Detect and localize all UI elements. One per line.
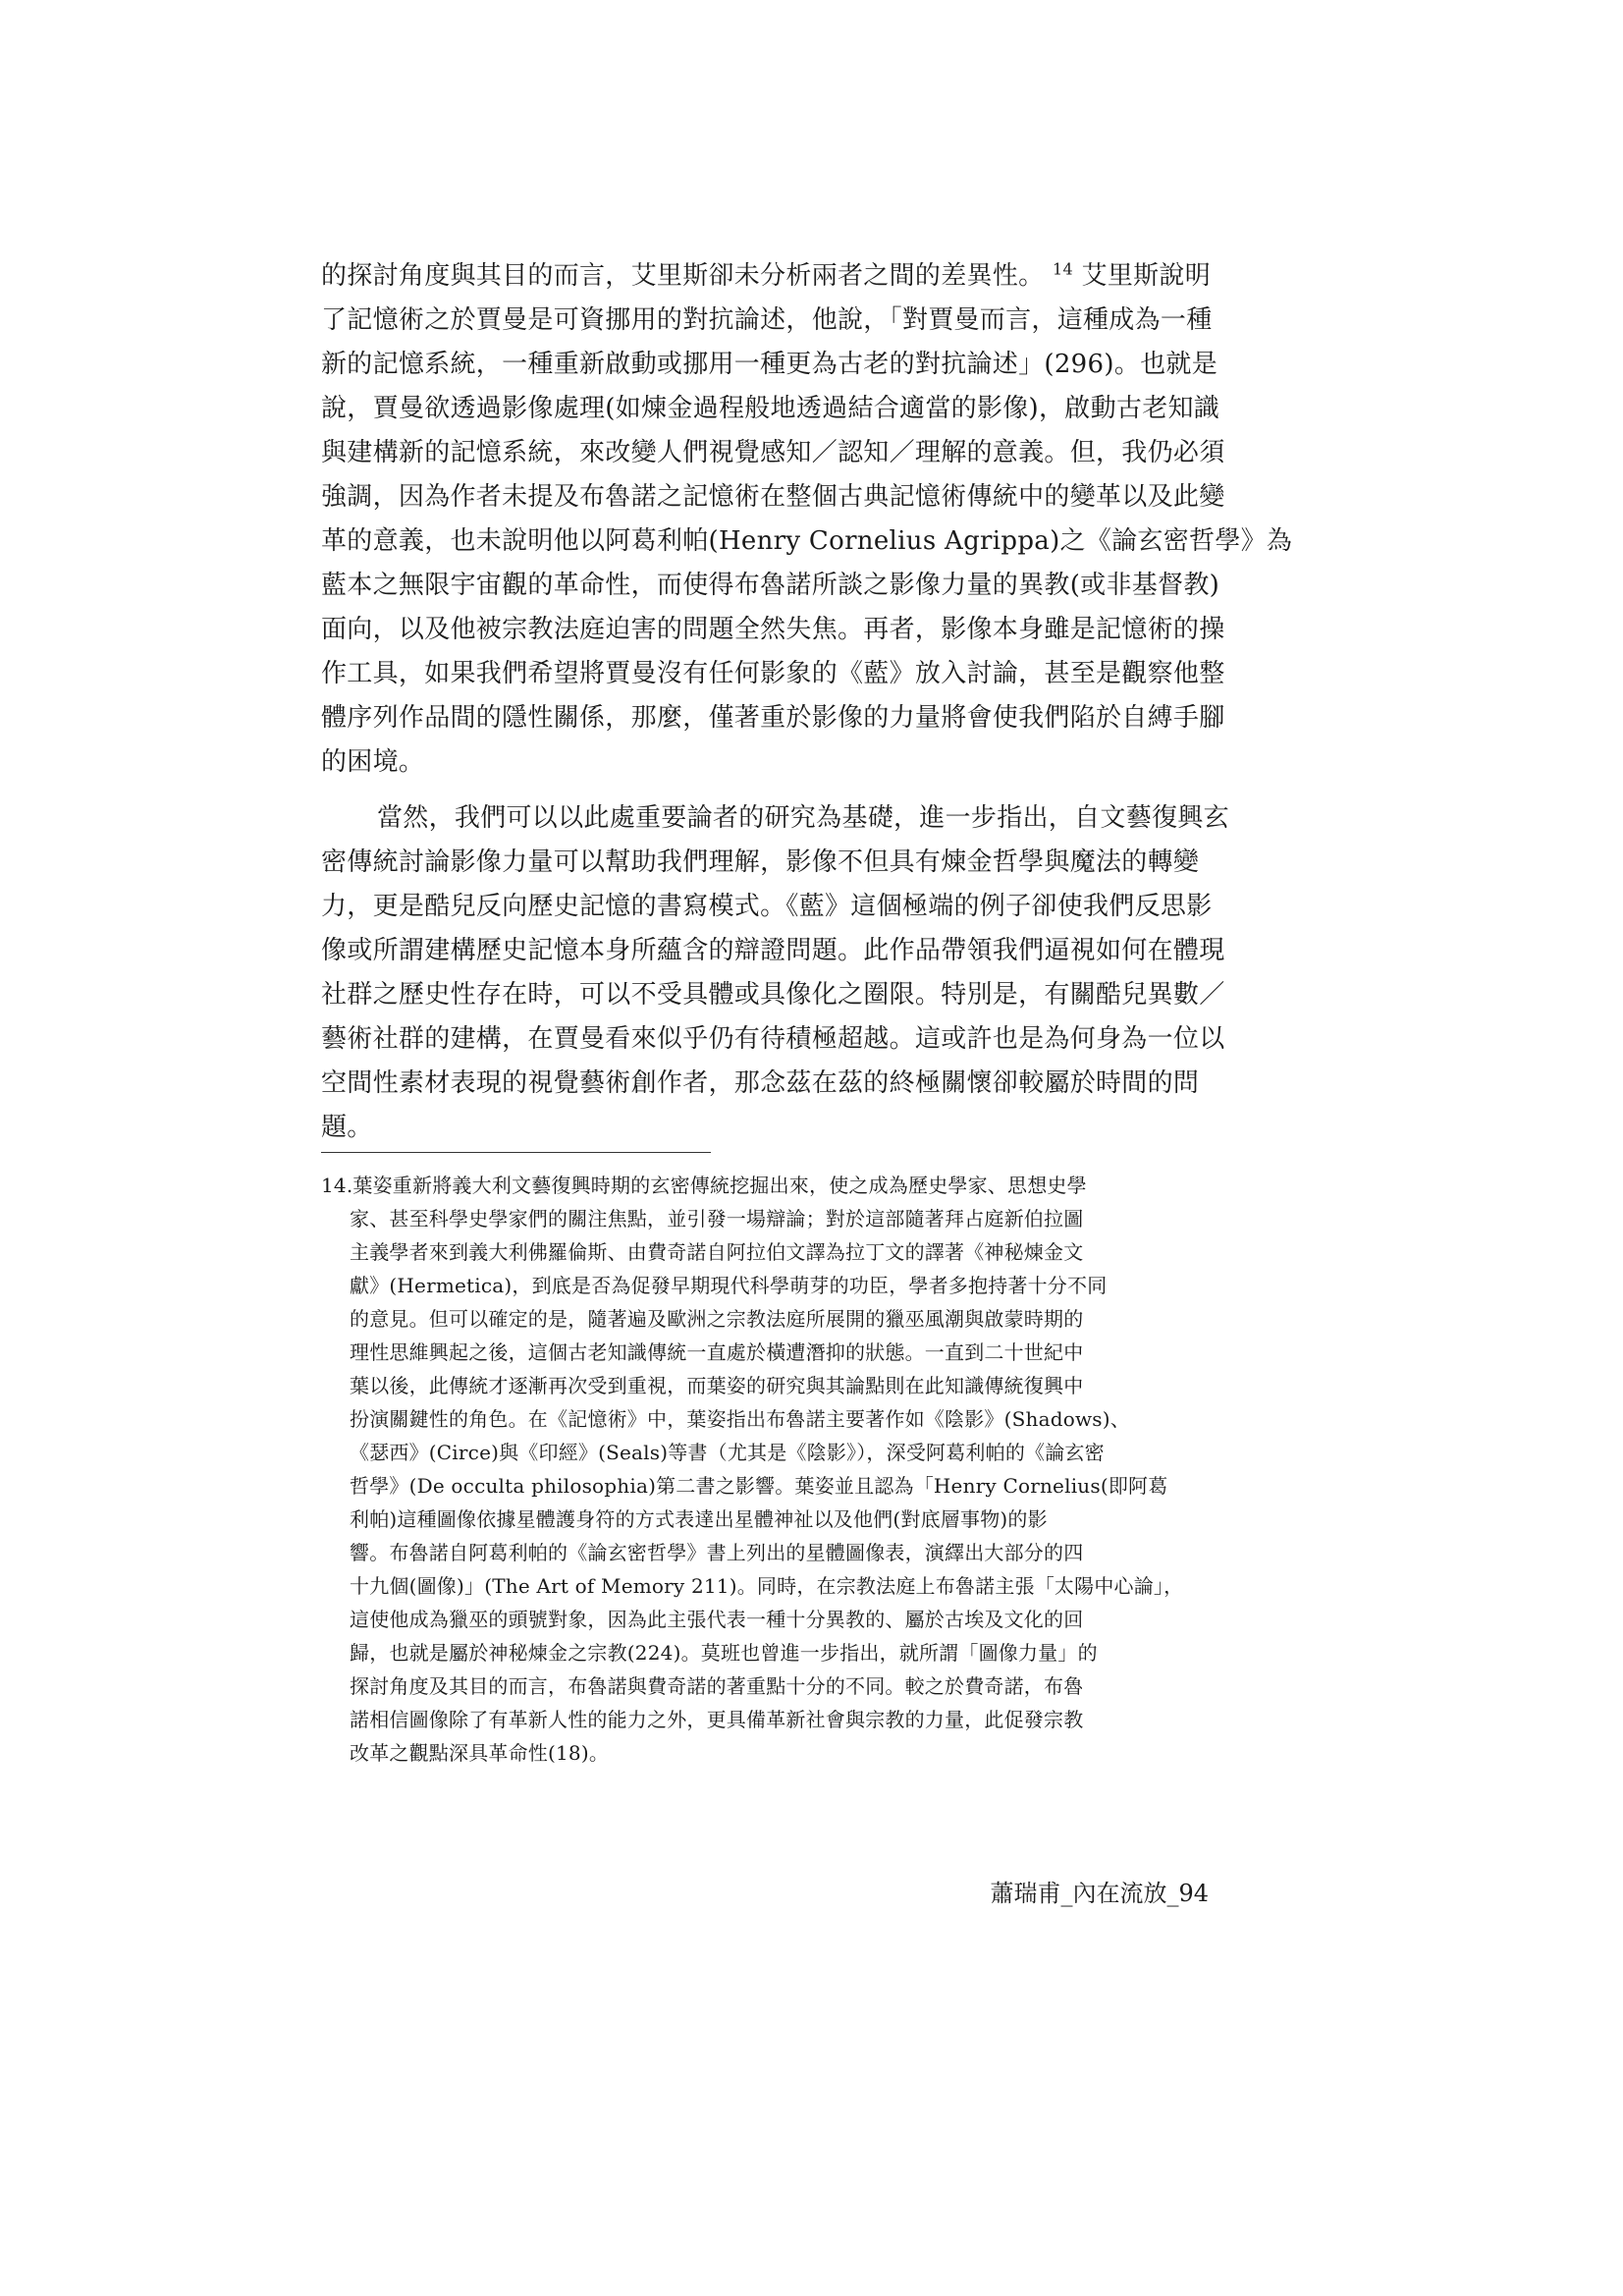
footnote-divider (321, 1152, 711, 1153)
footnote-reference[interactable]: 14 (1052, 259, 1073, 279)
body-line-text: 的探討角度與其目的而言，艾里斯卻未分析兩者之間的差異性。 (321, 261, 1045, 291)
page-footer: 蕭瑞甫_內在流放_94 (990, 1880, 1209, 1907)
footnote-line: 歸，也就是屬於神秘煉金之宗教(224)。莫班也曾進一步指出，就所謂「圖像力量」的 (350, 1641, 1098, 1665)
footnote-line: 這使他成為獵巫的頭號對象，因為此主張代表一種十分異教的、屬於古埃及文化的回 (350, 1608, 1084, 1631)
body-line: 面向，以及他被宗教法庭迫害的問題全然失焦。再者，影像本身雖是記憶術的操 (321, 615, 1225, 644)
footnote-line: 響。布魯諾自阿葛利帕的《論玄密哲學》書上列出的星體圖像表，演繹出大部分的四 (350, 1541, 1084, 1564)
footnote-line: 家、甚至科學史學家們的關注焦點，並引發一場辯論；對於這部隨著拜占庭新伯拉圖 (350, 1207, 1084, 1230)
body-line: 革的意義，也未說明他以阿葛利帕(Henry Cornelius Agrippa)之《論玄密哲學》為 (321, 526, 1293, 556)
body-line: 新的記憶系統，一種重新啟動或挪用一種更為古老的對抗論述」(296)。也就是 (321, 350, 1218, 379)
body-line: 體序列作品間的隱性關係，那麼，僅著重於影像的力量將會使我們陷於自縛手腳 (321, 703, 1225, 733)
footnote-line: 哲學》(De occulta philosophia)第二書之影響。葉姿並且認為「Henry Cornelius(即阿葛 (350, 1474, 1168, 1498)
footnote-line: 獻》(Hermetica)，到底是否為促發早期現代科學萌芽的功臣，學者多抱持著十分不同 (350, 1274, 1108, 1297)
paragraph-2-line: 藝術社群的建構，在賈曼看來似乎仍有待積極超越。這或許也是為何身為一位以 (321, 1024, 1225, 1054)
footnote-line: 利帕)這種圖像依據星體護身符的方式表達出星體神祉以及他們(對底層事物)的影 (350, 1507, 1048, 1531)
body-line: 強調，因為作者未提及布魯諾之記憶術在整個古典記憶術傳統中的變革以及此變 (321, 482, 1225, 512)
paragraph-2-line: 空間性素材表現的視覺藝術創作者，那念茲在茲的終極關懷卻較屬於時間的問 (321, 1068, 1200, 1098)
footnote-line: 十九個(圖像)」(The Art of Memory 211)。同時，在宗教法庭上布魯諾主張「太陽中心論」， (350, 1574, 1184, 1598)
paragraph-2-line: 當然，我們可以以此處重要論者的研究為基礎，進一步指出，自文藝復興玄 (377, 803, 1229, 833)
footnote-line: 的意見。但可以確定的是，隨著遍及歐洲之宗教法庭所展開的獵巫風潮與啟蒙時期的 (350, 1307, 1084, 1331)
paragraph-2-line: 題。 (321, 1113, 373, 1142)
footnote-line: 改革之觀點深具革命性(18)。 (350, 1741, 610, 1765)
paragraph-2-line: 力，更是酷兒反向歷史記憶的書寫模式。《藍》這個極端的例子卻使我們反思影 (321, 892, 1213, 921)
footnote-line: 諾相信圖像除了有革新人性的能力之外，更具備革新社會與宗教的力量，此促發宗教 (350, 1708, 1084, 1731)
body-line (321, 254, 1212, 299)
paragraph-2-line: 像或所謂建構歷史記憶本身所蘊含的辯證問題。此作品帶領我們逼視如何在體現 (321, 936, 1225, 965)
body-line: 藍本之無限宇宙觀的革命性，而使得布魯諾所談之影像力量的異教(或非基督教) (321, 571, 1220, 600)
footnote-14 (321, 1169, 1209, 1770)
footnote-line: 探討角度及其目的而言，布魯諾與費奇諾的著重點十分的不同。較之於費奇諾，布魯 (350, 1674, 1084, 1698)
body-line: 的困境。 (321, 747, 425, 777)
footnote-line: 主義學者來到義大利佛羅倫斯、由費奇諾自阿拉伯文譯為拉丁文的譯著《神秘煉金文 (350, 1240, 1084, 1264)
body-line: 了記憶術之於賈曼是可資挪用的對抗論述，他說，「對賈曼而言，這種成為一種 (321, 305, 1213, 335)
body-line-text: 艾里斯說明 (1081, 261, 1212, 291)
body-line: 與建構新的記憶系統，來改變人們視覺感知／認知／理解的意義。但，我仍必須 (321, 438, 1225, 467)
body-line: 作工具，如果我們希望將賈曼沒有任何影象的《藍》放入討論，甚至是觀察他整 (321, 659, 1225, 688)
footnote-line: 《瑟西》(Circe)與《印經》(Seals)等書（尤其是《陰影》），深受阿葛利帕的《論玄密 (350, 1441, 1105, 1464)
body-line: 說，賈曼欲透過影像處理(如煉金過程般地透過結合適當的影像)，啟動古老知識 (321, 394, 1220, 423)
footnote-line: 理性思維興起之後，這個古老知識傳統一直處於橫遭潛抑的狀態。一直到二十世紀中 (350, 1340, 1084, 1364)
paragraph-2-line: 密傳統討論影像力量可以幫助我們理解，影像不但具有煉金哲學與魔法的轉變 (321, 847, 1200, 877)
body-text (321, 254, 1293, 1150)
footnote-line: 扮演關鍵性的角色。在《記憶術》中，葉姿指出布魯諾主要著作如《陰影》(Shadows)、 (350, 1407, 1130, 1431)
paragraph-2-line: 社群之歷史性存在時，可以不受具體或具像化之圈限。特別是，有關酷兒異數／ (321, 980, 1225, 1010)
footnote-line: 葉以後，此傳統才逐漸再次受到重視，而葉姿的研究與其論點則在此知識傳統復興中 (350, 1374, 1084, 1397)
footnote-line: 14.葉姿重新將義大利文藝復興時期的玄密傳統挖掘出來，使之成為歷史學家、思想史學 (321, 1174, 1087, 1197)
